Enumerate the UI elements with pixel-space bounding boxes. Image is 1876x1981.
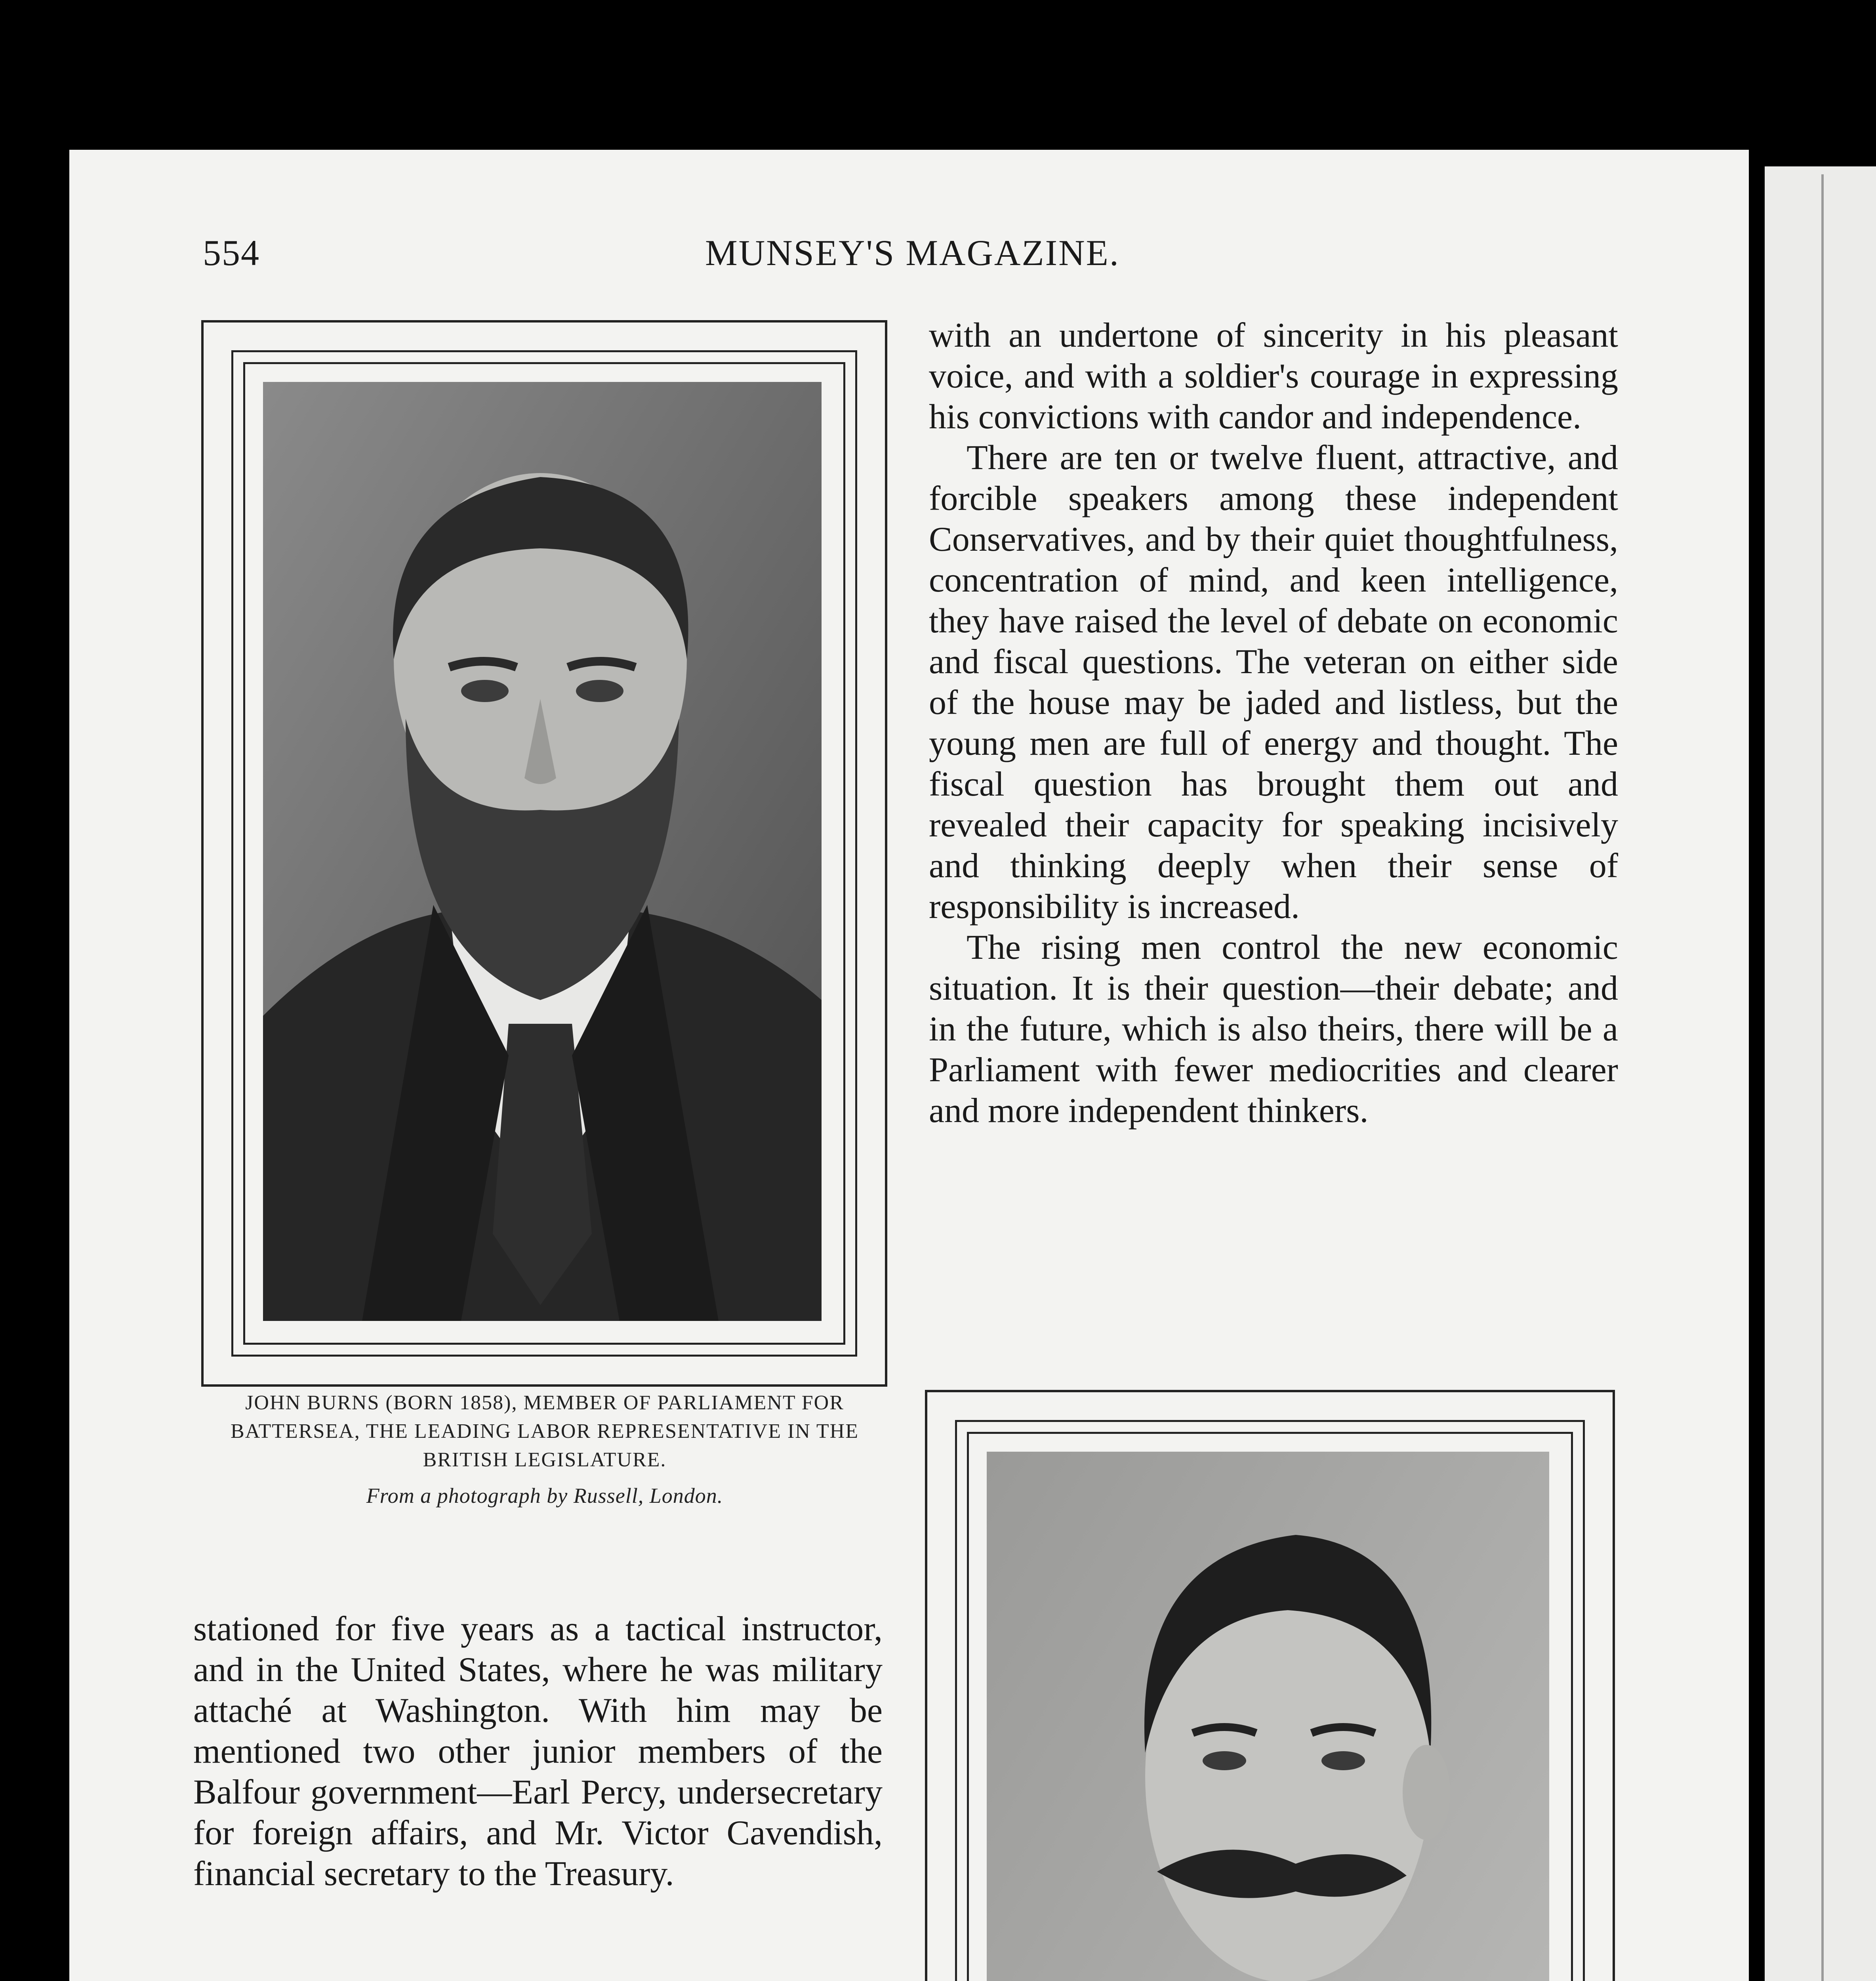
- page-number: 554: [203, 233, 260, 273]
- portrait-photo-ernest-beckett: [987, 1452, 1549, 1981]
- page-title: MUNSEY'S MAGAZINE.: [705, 233, 1120, 273]
- portrait-frame-ernest-beckett: [925, 1390, 1615, 1981]
- photo-credit: From a photograph by Russell, London.: [366, 1484, 723, 1508]
- portrait-frame-john-burns: [201, 320, 887, 1387]
- article-column-right-top: [929, 315, 1618, 1131]
- paragraph: stationed for five years as a tactical instructor, and in the United States, where he was military attaché at Washington. With him may be mentioned two other junior members of the Balfour government—Earl Percy, undersecretary for foreign affairs, and Mr. Victor Cavendish, financial secretary to the Treasury.: [193, 1610, 883, 1893]
- caption-text: JOHN BURNS (BORN 1858), MEMBER OF PARLIAMENT FOR BATTERSEA, THE LEADING LABOR REPRESENTATIVE IN THE BRITISH LEGISLATURE.: [231, 1391, 859, 1471]
- paragraph: The rising men control the new economic situation. It is their question—their debate; and in the future, which is also theirs, there will be a Parliament with fewer mediocrities and clearer and more independent thinkers.: [929, 928, 1618, 1130]
- paragraph: There are ten or twelve fluent, attractive, and forcible speakers among these independent Conservatives, and by their quiet thoughtfulness, concentration of mind, and keen intelligence, they have raised the level of debate on economic and fiscal questions. The veteran on either side of the house may be jaded and listless, but the young men are full of energy and thought. The fiscal question has brought them out and revealed their capacity for speaking incisively and thinking deeply when their sense of responsibility is increased.: [929, 439, 1618, 926]
- adjacent-page-edge: [1765, 166, 1876, 1981]
- page-gutter-line: [1821, 174, 1824, 1981]
- portrait-photo-john-burns: [263, 382, 822, 1321]
- paragraph: with an undertone of sincerity in his pleasant voice, and with a soldier's courage in expressing his convictions with candor and independence.: [929, 316, 1618, 436]
- article-column-left-continuation: [193, 1609, 883, 1894]
- portrait-caption-john-burns: [200, 1389, 889, 1510]
